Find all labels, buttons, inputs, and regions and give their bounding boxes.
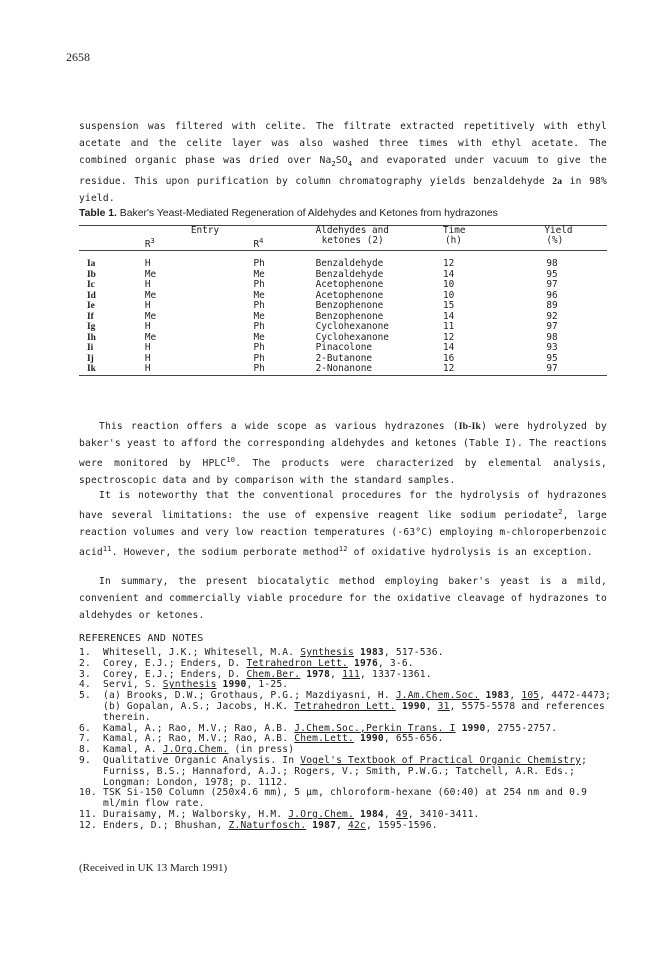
cell-r3: Me — [144, 331, 157, 343]
hydrazone-range: Ib-Ik — [458, 421, 482, 432]
cell-r4: Me — [253, 289, 265, 301]
reference-number: 4. — [79, 679, 91, 691]
reference-text: Whitesell, J.K.; Whitesell, M.A. Synthesis 1983, 517-536. — [103, 647, 444, 658]
cell-time: 12 — [442, 258, 455, 270]
cell-entry: Ie — [87, 301, 95, 312]
header-product-2: ketones (2) — [321, 235, 384, 246]
cell-r3: Me — [144, 268, 157, 280]
reference-text: Servi, S. Synthesis 1990, 1-25. — [103, 679, 289, 691]
cell-product: Acetophenone — [315, 279, 384, 291]
cell-entry: Ii — [87, 343, 94, 354]
cell-yield: 96 — [546, 289, 558, 301]
cell-product: Benzaldehyde — [315, 258, 384, 270]
cell-entry: Ic — [87, 280, 95, 291]
cell-r3: H — [144, 258, 151, 270]
cell-time: 16 — [442, 352, 455, 364]
cell-entry: If — [87, 311, 94, 322]
cell-yield: 97 — [546, 363, 558, 375]
table-caption — [79, 208, 619, 219]
reference-number: 8. — [79, 744, 91, 756]
cell-r4: Ph — [253, 279, 265, 291]
cell-yield: 98 — [546, 258, 558, 270]
cell-entry: Ib — [87, 269, 96, 280]
cell-time: 15 — [442, 300, 455, 312]
reference-item — [79, 691, 619, 723]
reference-item — [79, 788, 619, 810]
received-date: (Received in UK 13 March 1991) — [79, 862, 228, 874]
reference-number: 3. — [79, 668, 91, 680]
reference-item — [79, 821, 619, 832]
cell-product: Acetophenone — [315, 289, 384, 301]
cell-product: 2-Butanone — [315, 352, 373, 364]
reference-number: 1. — [79, 647, 91, 658]
reference-number: 5. — [79, 690, 91, 702]
cell-product: Cyclohexanone — [315, 331, 389, 343]
cell-yield: 98 — [546, 331, 558, 343]
cell-yield: 95 — [546, 268, 558, 280]
cell-time: 14 — [442, 268, 455, 280]
reference-number: 2. — [79, 657, 91, 669]
cell-r3: Me — [144, 289, 157, 301]
cell-r4: Ph — [253, 363, 265, 375]
reference-number: 6. — [79, 722, 91, 734]
cell-time: 11 — [442, 321, 455, 333]
cell-r4: Me — [253, 331, 265, 343]
header-yield-1: Yield — [544, 225, 573, 236]
reference-number: 7. — [79, 733, 91, 745]
cell-r3: H — [144, 363, 151, 375]
table-header-row: Entry $R^3$ $R^4$ Aldehydes and ketones (2) Time (h) Yield (%) — [79, 226, 607, 251]
cell-time: 12 — [442, 331, 455, 343]
yield-table — [79, 225, 607, 376]
cell-r4: Ph — [253, 352, 265, 364]
header-time-1: Time — [442, 225, 466, 236]
cell-time: 14 — [442, 342, 455, 354]
header-r3: R — [144, 239, 151, 251]
cell-product: Benzaldehyde — [315, 268, 384, 280]
intro-paragraph: suspension was filtered with celite. The filtrate extracted repetitively with ethyl acetate and the celite layer was also washed three times with ethyl acetate. The combined organic phase was dried over $Na_2SO_4$ and evaporated under vacuum to give the residue. This upon purification by column chromatography yields benzaldehyde 2a in 98% yield. — [79, 121, 607, 204]
cell-time: 12 — [442, 363, 455, 375]
cell-time: 10 — [442, 279, 455, 291]
cell-r3: Me — [144, 310, 157, 322]
cell-r4: Ph — [253, 258, 265, 270]
cell-r3: H — [144, 321, 151, 333]
table-caption-text: Baker's Yeast-Mediated Regeneration of Aldehydes and Ketones from hydrazones — [116, 208, 498, 219]
cell-entry: Ih — [87, 332, 96, 343]
cell-entry: Ik — [87, 364, 96, 375]
paragraph-scope: This reaction offers a wide scope as various hydrazones (Ib-Ik) were hydrolyzed by baker's yeast to afford the corresponding aldehydes and ketones (Table I). The reactions were monitored by HPLC$^{10}$. The products were characterized by elemental analysis, spectroscopic data and by comparison with the standard samples. — [79, 421, 607, 487]
paragraph-summary: In summary, the present biocatalytic method employing baker's yeast is a mild, convenient and commercially viable procedure for the oxidative cleavage of hydrazones to aldehydes or ketones. — [79, 576, 607, 621]
header-time-2: (h) — [444, 235, 462, 246]
cell-entry: Id — [87, 290, 96, 301]
cell-yield: 93 — [546, 342, 558, 354]
reference-item — [79, 756, 619, 788]
header-entry: Entry — [190, 225, 220, 236]
reference-text: (a) Brooks, D.W.; Grothaus, P.G.; Mazdiyasni, H. J.Am.Chem.Soc. 1983, 105, 4472-4473; (b) Gopalan, A.S.; Jacobs, H.K. Tetrahedron Lett. 1990, 31, 5575-5578 and references therein. — [103, 690, 611, 723]
reference-text: Duraisamy, M.; Walborsky, H.M. J.Org.Chem. 1984, 49, 3410-3411. — [103, 808, 480, 820]
cell-yield: 92 — [546, 310, 558, 322]
compound-2a: 2a — [552, 175, 563, 187]
header-product-1: Aldehydes and — [315, 225, 389, 236]
table-caption-label: Table 1. — [79, 208, 117, 219]
cell-time: 14 — [442, 310, 455, 322]
paragraph-limitations: It is noteworthy that the conventional procedures for the hydrolysis of hydrazones have several limitations: the use of expensive reagent like sodium periodate$^2$, large reaction volumes and very low reaction temperatures (-63°C) employing m-chloroperbenzoic acid$^{11}$. However, the sodium perborate method$^{12}$ of oxidative hydrolysis is an exception. — [79, 490, 607, 559]
reference-text: Qualitative Organic Analysis. In Vogel's Textbook of Practical Organic Chemistry; Furniss, B.S.; Hannaford, A.J.; Rogers, V.; Smith, P.W.G.; Tatchell, A.R. Eds.; Longman: London, 1978; p. 1112. — [103, 754, 588, 788]
cell-r3: H — [144, 352, 151, 364]
references-heading: REFERENCES AND NOTES — [79, 633, 204, 644]
reference-text: Kamal, A.; Rao, M.V.; Rao, A.B. J.Chem.Soc.,Perkin Trans. I 1990, 2755-2757. — [103, 722, 558, 734]
header-yield-2: (%) — [546, 235, 564, 246]
cell-yield: 97 — [546, 321, 558, 333]
reference-text: TSK Si-150 Column (250x4.6 mm), 5 μm, chloroform-hexane (60:40) at 254 nm and 0.9 ml/min flow rate. — [103, 787, 588, 810]
cell-time: 10 — [442, 289, 455, 301]
cell-product: Benzophenone — [315, 310, 384, 322]
header-r4: R — [253, 239, 260, 251]
cell-r3: H — [144, 279, 151, 291]
cell-r3: H — [144, 300, 151, 312]
cell-entry: Ig — [87, 322, 96, 333]
cell-entry: Ia — [87, 259, 96, 270]
cell-r4: Ph — [253, 300, 265, 312]
cell-product: 2-Nonanone — [315, 363, 373, 375]
reference-number: 9. — [79, 754, 91, 766]
cell-r4: Me — [253, 310, 265, 322]
cell-r4: Me — [253, 268, 265, 280]
cell-r3: H — [144, 342, 151, 354]
cell-product: Benzophenone — [315, 300, 384, 312]
cell-yield: 95 — [546, 352, 558, 364]
reference-text: Kamal, A.; Rao, M.V.; Rao, A.B. Chem.Lett. 1990, 655-656. — [103, 733, 444, 745]
table-row — [79, 364, 607, 375]
reference-text: Corey, E.J.; Enders, D. Chem.Ber. 1978, 111, 1337-1361. — [103, 668, 432, 680]
references-list — [79, 648, 619, 832]
cell-product: Pinacolone — [315, 342, 373, 354]
reference-number: 10. — [79, 787, 97, 799]
cell-yield: 97 — [546, 279, 558, 291]
cell-r4: Ph — [253, 321, 265, 333]
cell-entry: Ij — [87, 353, 94, 364]
cell-yield: 89 — [546, 300, 558, 312]
cell-r4: Ph — [253, 342, 265, 354]
reference-number: 12. — [79, 819, 97, 831]
cell-product: Cyclohexanone — [315, 321, 389, 333]
page-number: 2658 — [66, 50, 90, 64]
reference-number: 11. — [79, 808, 97, 820]
reference-text: Kamal, A. J.Org.Chem. (in press) — [103, 744, 295, 756]
reference-text: Corey, E.J.; Enders, D. Tetrahedron Lett. 1976, 3-6. — [103, 657, 414, 669]
reference-text: Enders, D.; Bhushan, Z.Naturfosch. 1987, 42c, 1595-1596. — [103, 819, 438, 831]
